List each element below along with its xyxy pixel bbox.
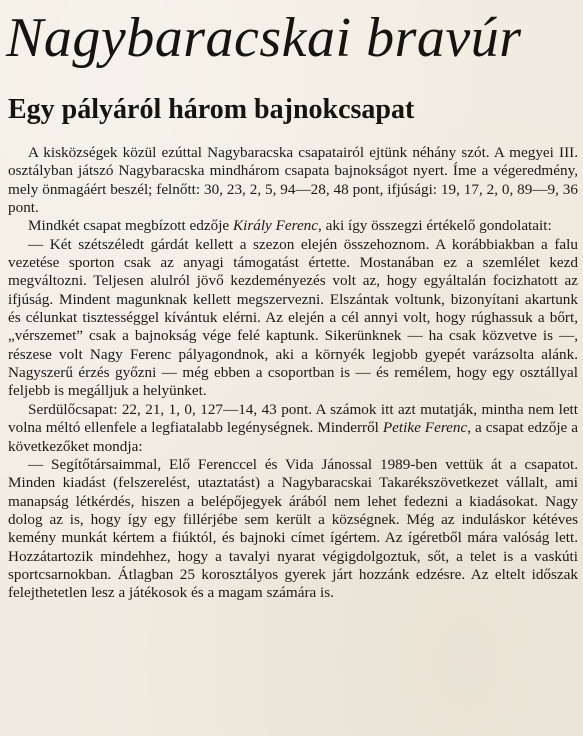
article-paragraph [8, 456, 578, 603]
article-paragraph [8, 401, 578, 456]
coach-name: Petike Ferenc [382, 419, 468, 437]
text-run: , a csapat edzője a következőket mondja: [8, 419, 579, 455]
text-run: A kisközségek közül ezúttal Nagybaracska csapatairól ejtünk néhány szót. A megyei III. osztályban játszó Nagybaracska mindhárom csapata bajnokságot nyert. Íme a végeredmény, mely önmagáért beszél; felnőtt: 30, 23, 2, 5, 94—28, 48 pont, ifjúsági: 19, 17, 2, 0, 89—9, 36 pont. [8, 144, 578, 217]
subheadline: Egy pályáról három bajnokcsapat [8, 94, 415, 125]
article-paragraph [8, 144, 578, 217]
coach-name: Király Ferenc [232, 217, 319, 235]
text-run: Mindkét csapat megbízott edzője [28, 217, 233, 235]
article-body [8, 144, 578, 603]
article-paragraph [8, 217, 578, 235]
text-run: — Két szétszéledt gárdát kellett a szezon elején összehoznom. A korábbiakban a falu vezetése sporton csak az anyagi támogatást értette. Mostanában ez a szemlélet kezd megváltozni. Teljesen alulról jövő kezdeményezés volt az, hogy egyáltalán focizhatott az ifjúság. Mindent magunknak kellett megszervezni. Elszántak voltunk, bizonyítani akartunk és célunkat tisztességgel kívántuk elérni. Az elején a cél annyi volt, hogy rúghassuk a bőrt, „vérszemet” csak a bajnokság vége felé kaptunk. Sikerünknek — ha csak közvetve is —, részese volt Nagy Ferenc pályagondnok, aki a környék legjobb gyepét varázsolta alánk. Nagyszerű érzés győzni — még ebben a csoportban is — és remélem, hogy egy osztállyal feljebb is megálljuk a helyünket. [8, 235, 578, 400]
text-run: — Segítőtársaimmal, Elő Ferenccel és Vida Jánossal 1989-ben vettük át a csapatot. Minden kiadást (felszerelést, utaztatást) a Nagybaracskai Takarékszövetkezet vállalt, ami manapság létkérdés, hiszen a belépőjegyek árából nem lehet fedezni a kiadásokat. Nagy dolog az is, hogy így egy fillérjébe sem került a községnek. Még az induláskor kétéves kemény munkát kértem a fiúktól, és bajnoki címet ígértem. Az ígéretből mára valóság lett. Hozzátartozik mindehhez, hogy a tavalyi nyarat végigdolgoztuk, sőt, a telet is a vaskúti sportcsarnokban. Átlagban 25 korosztályos gyerek járt hozzánk edzésre. Az eltelt időszak felejthetetlen lesz a játékosok és a magam számára is. [8, 455, 578, 602]
headline: Nagybaracskai bravúr [6, 7, 522, 69]
text-run: Serdülőcsapat: 22, 21, 1, 0, 127—14, 43 pont. A számok itt azt mutatják, mintha nem lett volna méltó ellenfele a legfiatalabb legénységnek. Minderről [8, 400, 578, 437]
article-paragraph [8, 236, 578, 401]
text-run: , aki így összegzi értékelő gondolatait: [318, 217, 552, 235]
